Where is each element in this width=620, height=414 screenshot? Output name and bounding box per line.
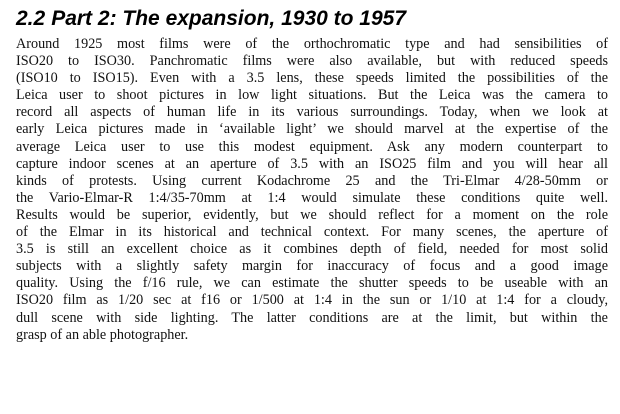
- section-title: Part 2: The expansion, 1930 to 1957: [51, 7, 407, 30]
- paragraph-line: 3.5 is still an excellent choice as it combines depth of field, needed for most solid: [16, 241, 608, 258]
- paragraph-line: dull scene with side lighting. The latter conditions are at the limit, but within the: [16, 309, 608, 326]
- paragraph-line: kinds of protests. Using current Kodachrome 25 and the Tri-Elmar 4/28-50mm or: [16, 172, 608, 189]
- paragraph-line: record all aspects of human life in its various surroundings. Today, when we look at: [16, 104, 608, 121]
- paragraph-line: subjects with a slightly safety margin for inaccuracy of focus and a good image: [16, 258, 608, 275]
- paragraph-line: capture indoor scenes at an aperture of 3.5 with an ISO25 film and you will hear all: [16, 155, 608, 172]
- paragraph-line: ISO20 to ISO30. Panchromatic films were also available, but with reduced speeds: [16, 53, 608, 70]
- body-paragraph: [16, 36, 608, 344]
- paragraph-line: average Leica user to use this modest equipment. Ask any modern counterpart to: [16, 138, 608, 155]
- paragraph-line: of the Elmar in its historical and technical context. For many scenes, the aperture of: [16, 224, 608, 241]
- paragraph-line: Around 1925 most films were of the orthochromatic type and had sensibilities of: [16, 36, 608, 52]
- paragraph-line: Results would be superior, evidently, but we should reflect for a moment on the role: [16, 206, 608, 223]
- paragraph-line: ISO20 film as 1/20 sec at f16 or 1/500 at 1:4 in the sun or 1/10 at 1:4 for a cloudy,: [16, 292, 608, 309]
- paragraph-line: quality. Using the f/16 rule, we can estimate the shutter speeds to be useable with an: [16, 275, 608, 292]
- paragraph-line: the Vario-Elmar-R 1:4/35-70mm at 1:4 would simulate these conditions quite well.: [16, 189, 608, 206]
- paragraph-line: early Leica pictures made in ‘available light’ we should marvel at the expertise of the: [16, 121, 608, 138]
- paragraph-line: grasp of an able photographer.: [16, 326, 189, 343]
- paragraph-line: (ISO10 to ISO15). Even with a 3.5 lens, these speeds limited the possibilities of the: [16, 70, 608, 87]
- section-heading: [16, 6, 608, 32]
- section-number: 2.2: [16, 7, 46, 30]
- paragraph-line: Leica user to shoot pictures in low light situations. But the Leica was the camera to: [16, 87, 608, 104]
